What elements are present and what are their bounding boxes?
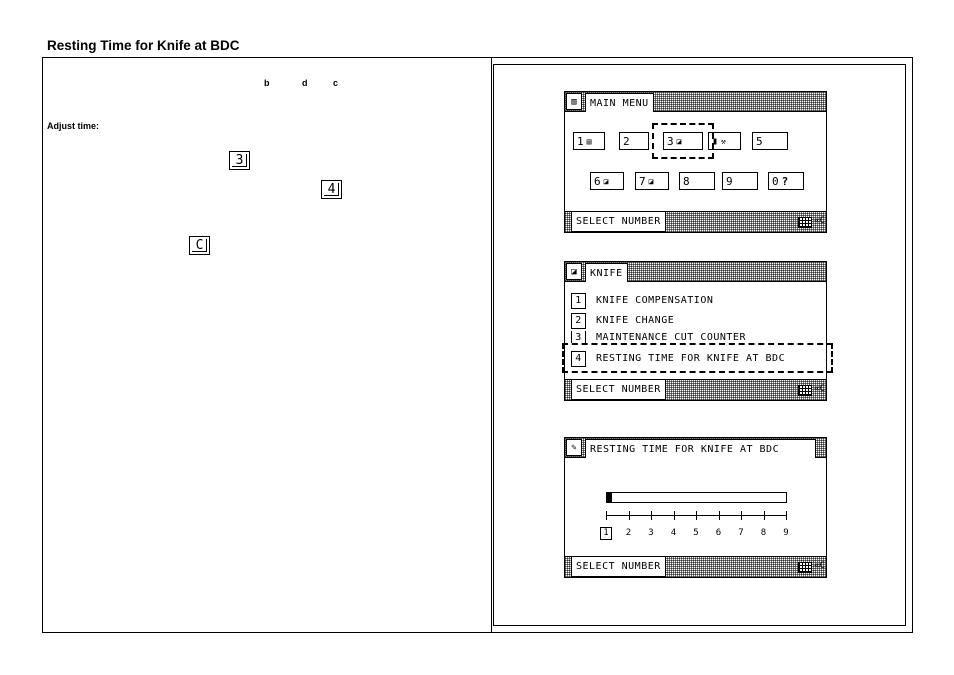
scale-tick: [741, 511, 742, 520]
knife-acs-icon: ▤: [586, 136, 592, 146]
symbol-d: d: [302, 78, 308, 88]
knife-icon: ◪: [676, 136, 682, 146]
back-clear-button[interactable]: «C: [814, 561, 825, 571]
key-4: 4: [321, 180, 342, 199]
knife-item-3[interactable]: 3 MAINTENANCE CUT COUNTER: [571, 331, 746, 343]
menu-button-8[interactable]: 8: [679, 172, 715, 190]
marker-icon: ▮: [712, 135, 719, 147]
help-icon: ?: [781, 174, 789, 188]
scale-label-8[interactable]: 8: [760, 528, 767, 538]
menu-button-3[interactable]: 3 ◪: [663, 132, 703, 150]
knife-icon: ◪: [566, 263, 582, 280]
adjust-time-label: Adjust time:: [47, 121, 100, 131]
knife-item-1[interactable]: 1 KNIFE COMPENSATION: [571, 292, 713, 309]
resting-time-bar-fill: [607, 493, 612, 502]
select-number-label: SELECT NUMBER: [571, 380, 666, 400]
main-menu-screen: [564, 91, 827, 233]
knife-title: KNIFE: [585, 263, 628, 282]
main-menu-header: [565, 92, 826, 112]
key-c: C: [189, 236, 210, 255]
symbol-c: c: [333, 78, 339, 88]
back-clear-button[interactable]: «C: [814, 216, 825, 226]
keypad-icon[interactable]: [798, 385, 812, 396]
symbol-b: b: [264, 78, 270, 88]
select-number-label: SELECT NUMBER: [571, 557, 666, 577]
scale-tick: [651, 511, 652, 520]
key-3: 3: [229, 151, 250, 170]
knife-item-4[interactable]: 4 RESTING TIME FOR KNIFE AT BDC: [571, 350, 785, 367]
menu-button-0[interactable]: 0 ?: [768, 172, 804, 190]
main-menu-footer: [565, 211, 826, 232]
column-divider: [491, 57, 492, 633]
page-title: Resting Time for Knife at BDC: [47, 38, 240, 53]
select-number-label: SELECT NUMBER: [571, 212, 666, 232]
scale-label-2[interactable]: 2: [625, 528, 632, 538]
scale-label-4[interactable]: 4: [670, 528, 677, 538]
menu-button-2[interactable]: 2: [619, 132, 649, 150]
screen-illustration-panel: [493, 64, 906, 626]
main-menu-title: MAIN MENU: [585, 93, 654, 112]
scale-tick: [696, 511, 697, 520]
knife-header: [565, 262, 826, 282]
keypad-icon[interactable]: [798, 562, 812, 573]
scale-tick: [629, 511, 630, 520]
menu-button-1[interactable]: 1 ▤: [573, 132, 605, 150]
resting-time-bar: [606, 492, 787, 503]
resting-time-screen: [564, 437, 827, 578]
knife-icon: ◪: [648, 176, 654, 186]
scale-tick: [606, 511, 607, 520]
scale-label-5[interactable]: 5: [693, 528, 699, 538]
highlight-dashed-box: [562, 343, 833, 373]
knife-item-2[interactable]: 2 KNIFE CHANGE: [571, 312, 674, 329]
menu-button-6[interactable]: 6 ◪: [590, 172, 624, 190]
scale-tick: [786, 511, 787, 520]
menu-button-7[interactable]: 7 ◪: [635, 172, 669, 190]
highlight-dashed-box: [652, 123, 714, 159]
scale-tick: [674, 511, 675, 520]
scale-label-6[interactable]: 6: [715, 528, 722, 538]
knife-screen: [564, 261, 827, 401]
scale-label-1[interactable]: 1: [600, 527, 612, 540]
menu-button-5[interactable]: 5: [752, 132, 788, 150]
scale-label-3[interactable]: 3: [648, 528, 654, 538]
scale-label-7[interactable]: 7: [738, 528, 744, 538]
knife-pencil-icon: ✎: [566, 439, 582, 456]
menu-button-9[interactable]: 9: [722, 172, 758, 190]
resting-footer: [565, 556, 826, 577]
book-icon: ▥: [566, 93, 582, 110]
keypad-icon[interactable]: [798, 217, 812, 228]
wrench-icon: ⚒: [721, 136, 726, 146]
scale-tick: [719, 511, 720, 520]
resting-title: RESTING TIME FOR KNIFE AT BDC: [585, 439, 816, 458]
knife-footer: [565, 379, 826, 400]
knife-icon: ◪: [603, 176, 609, 186]
resting-header: [565, 438, 826, 458]
scale-label-9[interactable]: 9: [783, 528, 789, 538]
back-clear-button[interactable]: «C: [814, 384, 825, 394]
scale-tick: [764, 511, 765, 520]
